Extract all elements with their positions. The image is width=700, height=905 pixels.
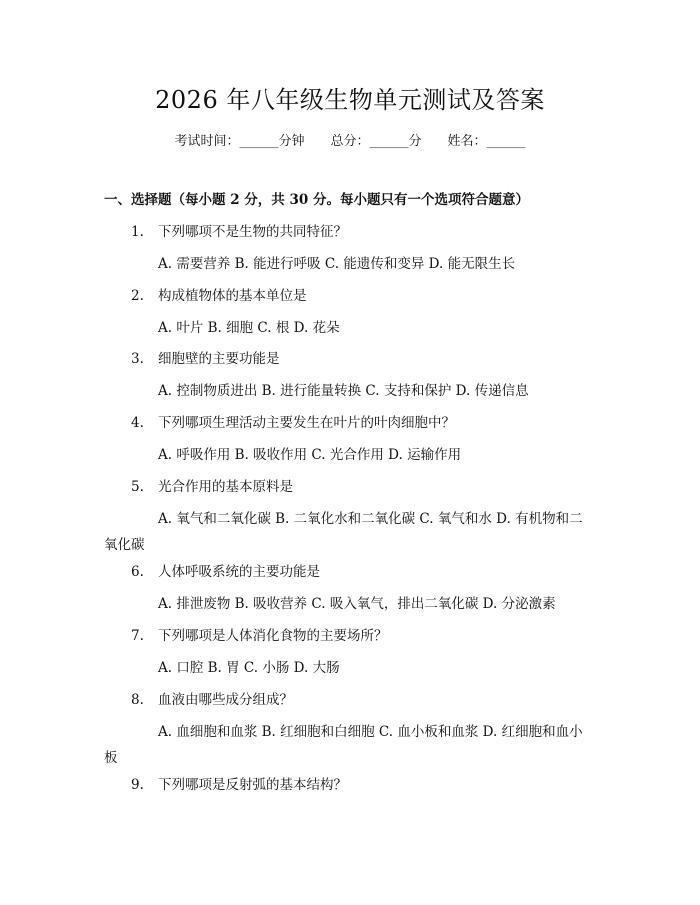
question-2-options: A. 叶片 B. 细胞 C. 根 D. 花朵 (158, 320, 340, 336)
question-7 (131, 626, 388, 646)
exam-time-field: 考试时间：______分钟 (174, 134, 305, 149)
question-number: 7. (131, 628, 144, 644)
question-1 (131, 222, 347, 242)
section-heading: 一、选择题（每小题 2 分，共 30 分。每小题只有一个选项符合题意） (104, 192, 529, 208)
question-5 (131, 477, 293, 497)
question-9 (131, 775, 347, 795)
question-number: 9. (131, 777, 144, 793)
page-title: 2026 年八年级生物单元测试及答案 (155, 86, 545, 114)
question-7-options: A. 口腔 B. 胃 C. 小肠 D. 大肠 (158, 660, 340, 676)
question-2 (131, 286, 307, 306)
question-number: 6. (131, 564, 144, 580)
question-6-options: A. 排泄废物 B. 吸收营养 C. 吸入氧气，排出二氧化碳 D. 分泌激素 (158, 596, 556, 612)
question-1-options: A. 需要营养 B. 能进行呼吸 C. 能遗传和变异 D. 能无限生长 (158, 256, 516, 272)
question-text: 血液由哪些成分组成？ (158, 692, 293, 708)
question-5-options: A. 氧气和二氧化碳 B. 二氧化水和二氧化碳 C. 氧气和水 D. 有机物和二氧化碳 (104, 511, 583, 553)
question-text: 下列哪项生理活动主要发生在叶片的叶肉细胞中？ (158, 415, 455, 431)
student-name-field: 姓名：______ (447, 134, 526, 149)
question-3 (131, 349, 280, 369)
question-4 (131, 413, 455, 433)
question-6 (131, 562, 320, 582)
question-8 (131, 690, 293, 710)
question-text: 光合作用的基本原料是 (158, 479, 293, 495)
question-text: 细胞壁的主要功能是 (158, 351, 280, 367)
question-number: 4. (131, 415, 144, 431)
question-number: 8. (131, 692, 144, 708)
question-number: 3. (131, 351, 144, 367)
question-number: 1. (131, 224, 144, 240)
question-text: 构成植物体的基本单位是 (158, 288, 307, 304)
question-text: 下列哪项是反射弧的基本结构？ (158, 777, 347, 793)
question-3-options: A. 控制物质进出 B. 进行能量转换 C. 支持和保护 D. 传递信息 (158, 383, 529, 399)
question-number: 2. (131, 288, 144, 304)
question-text: 下列哪项不是生物的共同特征？ (158, 224, 347, 240)
question-8-options: A. 血细胞和血浆 B. 红细胞和白细胞 C. 血小板和血浆 D. 红细胞和血小板 (104, 724, 583, 766)
question-number: 5. (131, 479, 144, 495)
question-text: 人体呼吸系统的主要功能是 (158, 564, 320, 580)
total-score-field: 总分：______分 (330, 134, 422, 149)
question-text: 下列哪项是人体消化食物的主要场所？ (158, 628, 388, 644)
question-4-options: A. 呼吸作用 B. 吸收作用 C. 光合作用 D. 运输作用 (158, 447, 462, 463)
exam-info-line (0, 132, 700, 152)
